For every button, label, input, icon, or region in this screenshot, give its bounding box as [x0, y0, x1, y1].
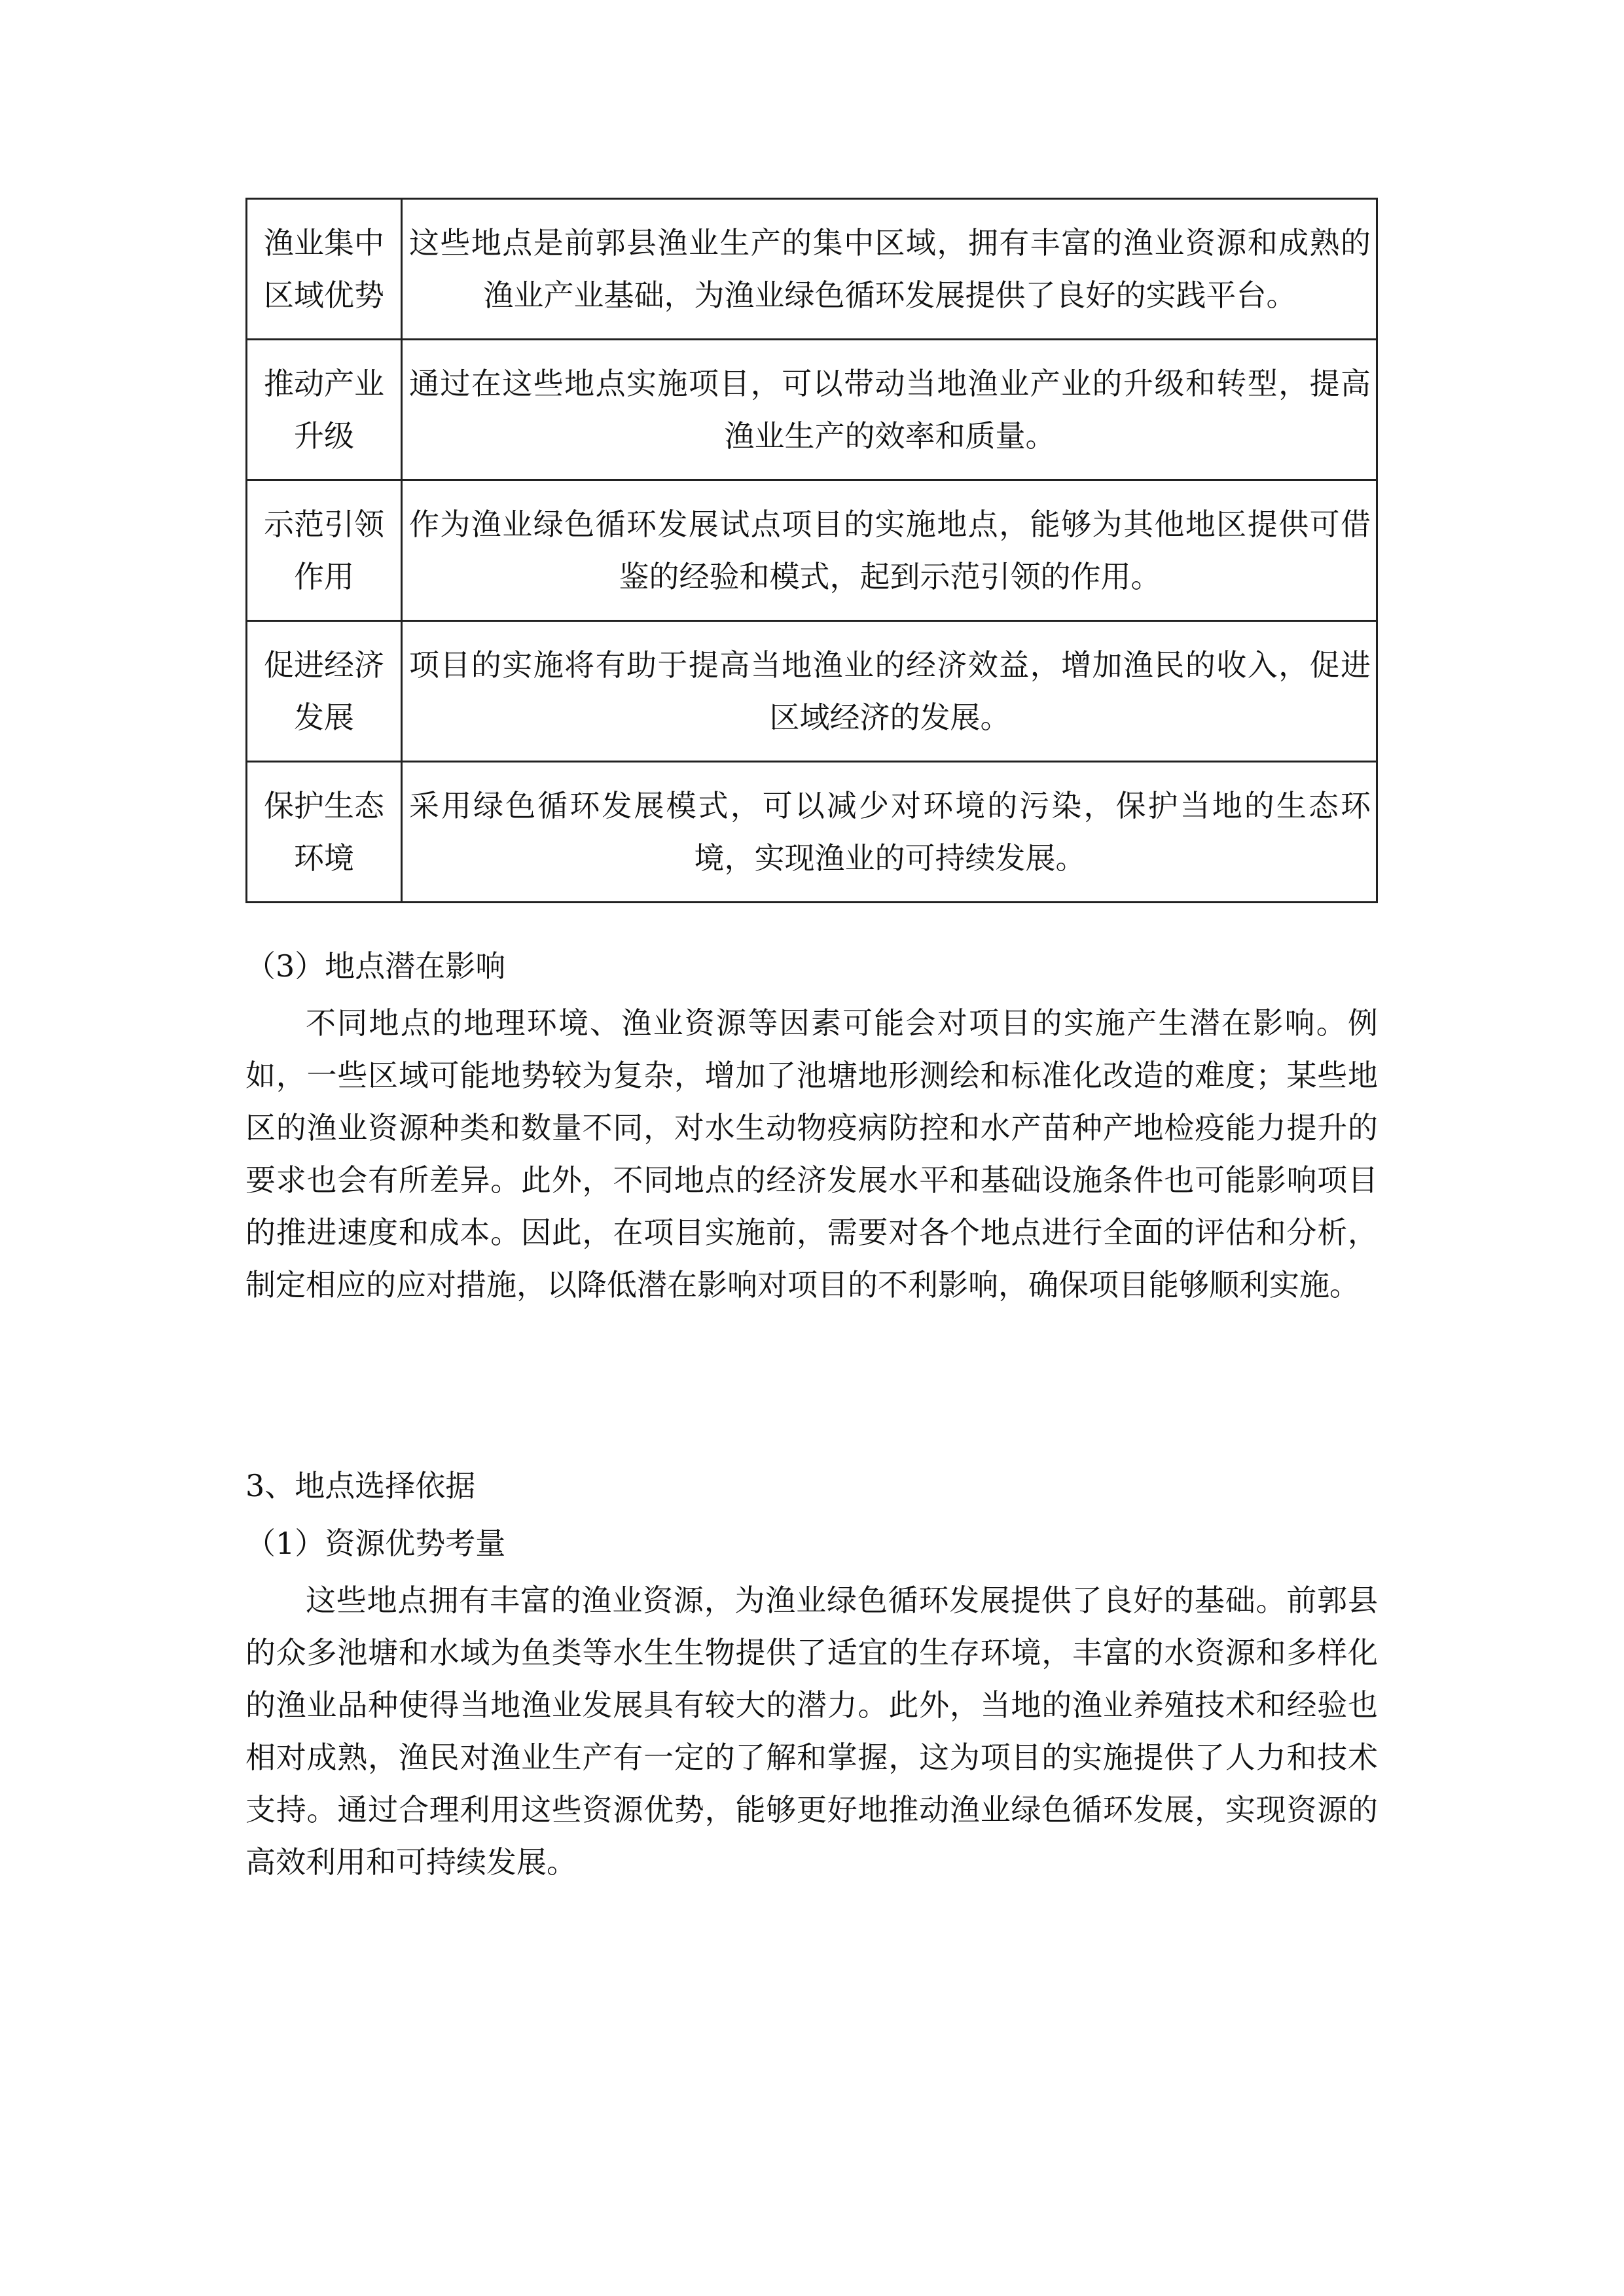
table-cell-label: 示范引领作用: [247, 480, 402, 621]
table-row: [247, 340, 1377, 480]
table-cell-label: 渔业集中区域优势: [247, 199, 402, 340]
subsection-heading-resource-advantage: （1）资源优势考量: [245, 1526, 506, 1561]
table-cell-description: 采用绿色循环发展模式，可以减少对环境的污染，保护当地的生态环境，实现渔业的可持续发展。: [402, 762, 1377, 903]
table-cell-description: 通过在这些地点实施项目，可以带动当地渔业产业的升级和转型，提高渔业生产的效率和质量。: [402, 340, 1377, 480]
table-row: [247, 199, 1377, 340]
table-cell-label: 推动产业升级: [247, 340, 402, 480]
table-row: [247, 480, 1377, 621]
table-cell-label: 促进经济发展: [247, 621, 402, 762]
section-heading-potential-impact: （3）地点潜在影响: [245, 948, 506, 984]
table-row: [247, 621, 1377, 762]
table-cell-description: 项目的实施将有助于提高当地渔业的经济效益，增加渔民的收入，促进区域经济的发展。: [402, 621, 1377, 762]
site-advantages-table: [245, 198, 1378, 903]
paragraph-potential-impact: 不同地点的地理环境、渔业资源等因素可能会对项目的实施产生潜在影响。例如，一些区域可能地势较为复杂，增加了池塘地形测绘和标准化改造的难度；某些地区的渔业资源种类和数量不同，对水生动物疫病防控和水产苗种产地检疫能力提升的要求也会有所差异。此外，不同地点的经济发展水平和基础设施条件也可能影响项目的推进速度和成本。因此，在项目实施前，需要对各个地点进行全面的评估和分析，制定相应的应对措施，以降低潜在影响对项目的不利影响，确保项目能够顺利实施。: [245, 1005, 1378, 1302]
table-row: [247, 762, 1377, 903]
chapter-heading-site-selection: 3、地点选择依据: [245, 1468, 476, 1503]
table-cell-label: 保护生态环境: [247, 762, 402, 903]
table-cell-description: 这些地点是前郭县渔业生产的集中区域，拥有丰富的渔业资源和成熟的渔业产业基础，为渔业绿色循环发展提供了良好的实践平台。: [402, 199, 1377, 340]
table-cell-description: 作为渔业绿色循环发展试点项目的实施地点，能够为其他地区提供可借鉴的经验和模式，起到示范引领的作用。: [402, 480, 1377, 621]
paragraph-resource-advantage: 这些地点拥有丰富的渔业资源，为渔业绿色循环发展提供了良好的基础。前郭县的众多池塘和水域为鱼类等水生生物提供了适宜的生存环境，丰富的水资源和多样化的渔业品种使得当地渔业发展具有较大的潜力。此外，当地的渔业养殖技术和经验也相对成熟，渔民对渔业生产有一定的了解和掌握，这为项目的实施提供了人力和技术支持。通过合理利用这些资源优势，能够更好地推动渔业绿色循环发展，实现资源的高效利用和可持续发展。: [245, 1583, 1378, 1880]
